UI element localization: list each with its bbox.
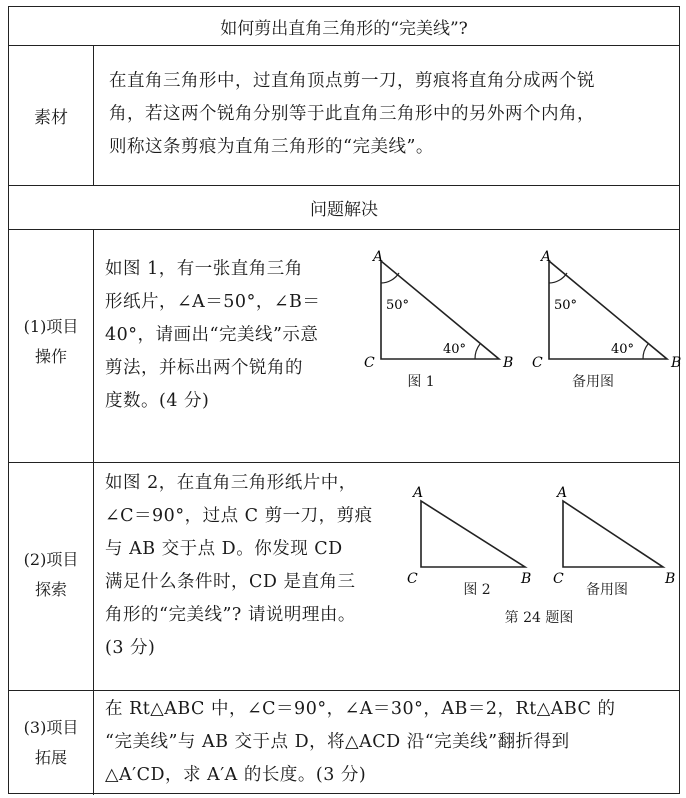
- task2-label: [9, 545, 93, 605]
- angle-arc-b: [643, 344, 648, 359]
- point-b: B: [671, 355, 682, 371]
- section-header: 问题解决: [310, 199, 378, 220]
- point-c: C: [364, 355, 375, 371]
- task1-line: 40°，请画出“完美线”示意: [105, 325, 319, 345]
- task3-label-line: 拓展: [34, 748, 67, 767]
- angle-b-label: 40°: [611, 342, 635, 357]
- point-c: C: [532, 355, 543, 371]
- point-c: C: [553, 571, 564, 585]
- spare-figure-1: [527, 243, 686, 373]
- task3-line: △A′CD，求 A′A 的长度。(3 分): [105, 765, 367, 785]
- rule-task2: [9, 690, 679, 691]
- material-line: 则称这条剪痕为直角三角形的“完美线”。: [109, 137, 434, 157]
- task2-line: 满足什么条件时，CD 是直角三: [105, 572, 356, 592]
- point-a: A: [373, 249, 384, 265]
- material-line: 在直角三角形中，过直角顶点剪一刀，剪痕将直角分成两个锐: [109, 71, 595, 91]
- figure-1: [359, 243, 519, 373]
- material-text: [109, 65, 595, 164]
- task2-line: 如图 2，在直角三角形纸片中，: [105, 473, 357, 493]
- point-b: B: [503, 355, 514, 371]
- spare-figure-2: [547, 475, 686, 585]
- task1-label-line: (1)项目: [23, 317, 79, 336]
- figure-2: [399, 475, 539, 585]
- task1-line: 形纸片，∠A＝50°，∠B＝: [105, 292, 321, 312]
- task1-line: 度数。(4 分): [105, 391, 210, 411]
- task2-label-line: 探索: [34, 580, 67, 599]
- angle-a-label: 50°: [554, 298, 578, 313]
- task1-label-line: 操作: [34, 347, 67, 366]
- point-a: A: [557, 485, 568, 501]
- task2-line: 角形的“完美线”? 请说明理由。: [105, 605, 356, 625]
- point-a: A: [541, 249, 552, 265]
- fig1-caption: 图 1: [407, 374, 435, 390]
- task2-line: ∠C＝90°，过点 C 剪一刀，剪痕: [105, 506, 373, 526]
- task2-line: (3 分): [105, 638, 156, 658]
- angle-b-label: 40°: [443, 342, 467, 357]
- task3-line: 在 Rt△ABC 中，∠C＝90°，∠A＝30°，AB＝2，Rt△ABC 的: [105, 699, 616, 719]
- material-line: 角，若这两个锐角分别等于此直角三角形中的另外两个内角，: [109, 104, 595, 124]
- point-c: C: [407, 571, 418, 585]
- page-title: 如何剪出直角三角形的“完美线”?: [220, 18, 468, 39]
- spare-caption-2: 备用图: [586, 582, 628, 598]
- point-b: B: [521, 571, 532, 585]
- task1-line: 如图 1，有一张直角三角: [105, 259, 303, 279]
- rule-title: [9, 45, 679, 46]
- spare-caption-1: 备用图: [572, 374, 614, 390]
- task3-label: [9, 713, 93, 773]
- group-caption: 第 24 题图: [504, 610, 574, 626]
- point-a: A: [413, 485, 424, 501]
- task3-line: “完美线”与 AB 交于点 D，将△ACD 沿“完美线”翻折得到: [105, 732, 570, 752]
- task2-label-line: (2)项目: [23, 550, 79, 569]
- worksheet-table: [8, 6, 680, 794]
- triangle-2: [421, 501, 525, 567]
- triangle-spare-2: [563, 501, 663, 567]
- task1-label: [9, 312, 93, 372]
- task3-text: [105, 693, 615, 792]
- rule-section: [9, 229, 679, 230]
- angle-a-label: 50°: [386, 298, 410, 313]
- material-label: 素材: [34, 107, 68, 128]
- task1-text: [105, 253, 320, 418]
- task2-line: 与 AB 交于点 D。你发现 CD: [105, 539, 343, 559]
- rule-col-material: [93, 45, 94, 185]
- rule-col-tasks: [93, 229, 94, 795]
- task3-label-line: (3)项目: [23, 718, 79, 737]
- rule-task1: [9, 462, 679, 463]
- task2-text: [105, 467, 373, 665]
- point-b: B: [665, 571, 676, 585]
- task1-line: 剪法，并标出两个锐角的: [105, 358, 303, 378]
- fig2-caption: 图 2: [463, 582, 491, 598]
- angle-arc-b: [475, 344, 480, 359]
